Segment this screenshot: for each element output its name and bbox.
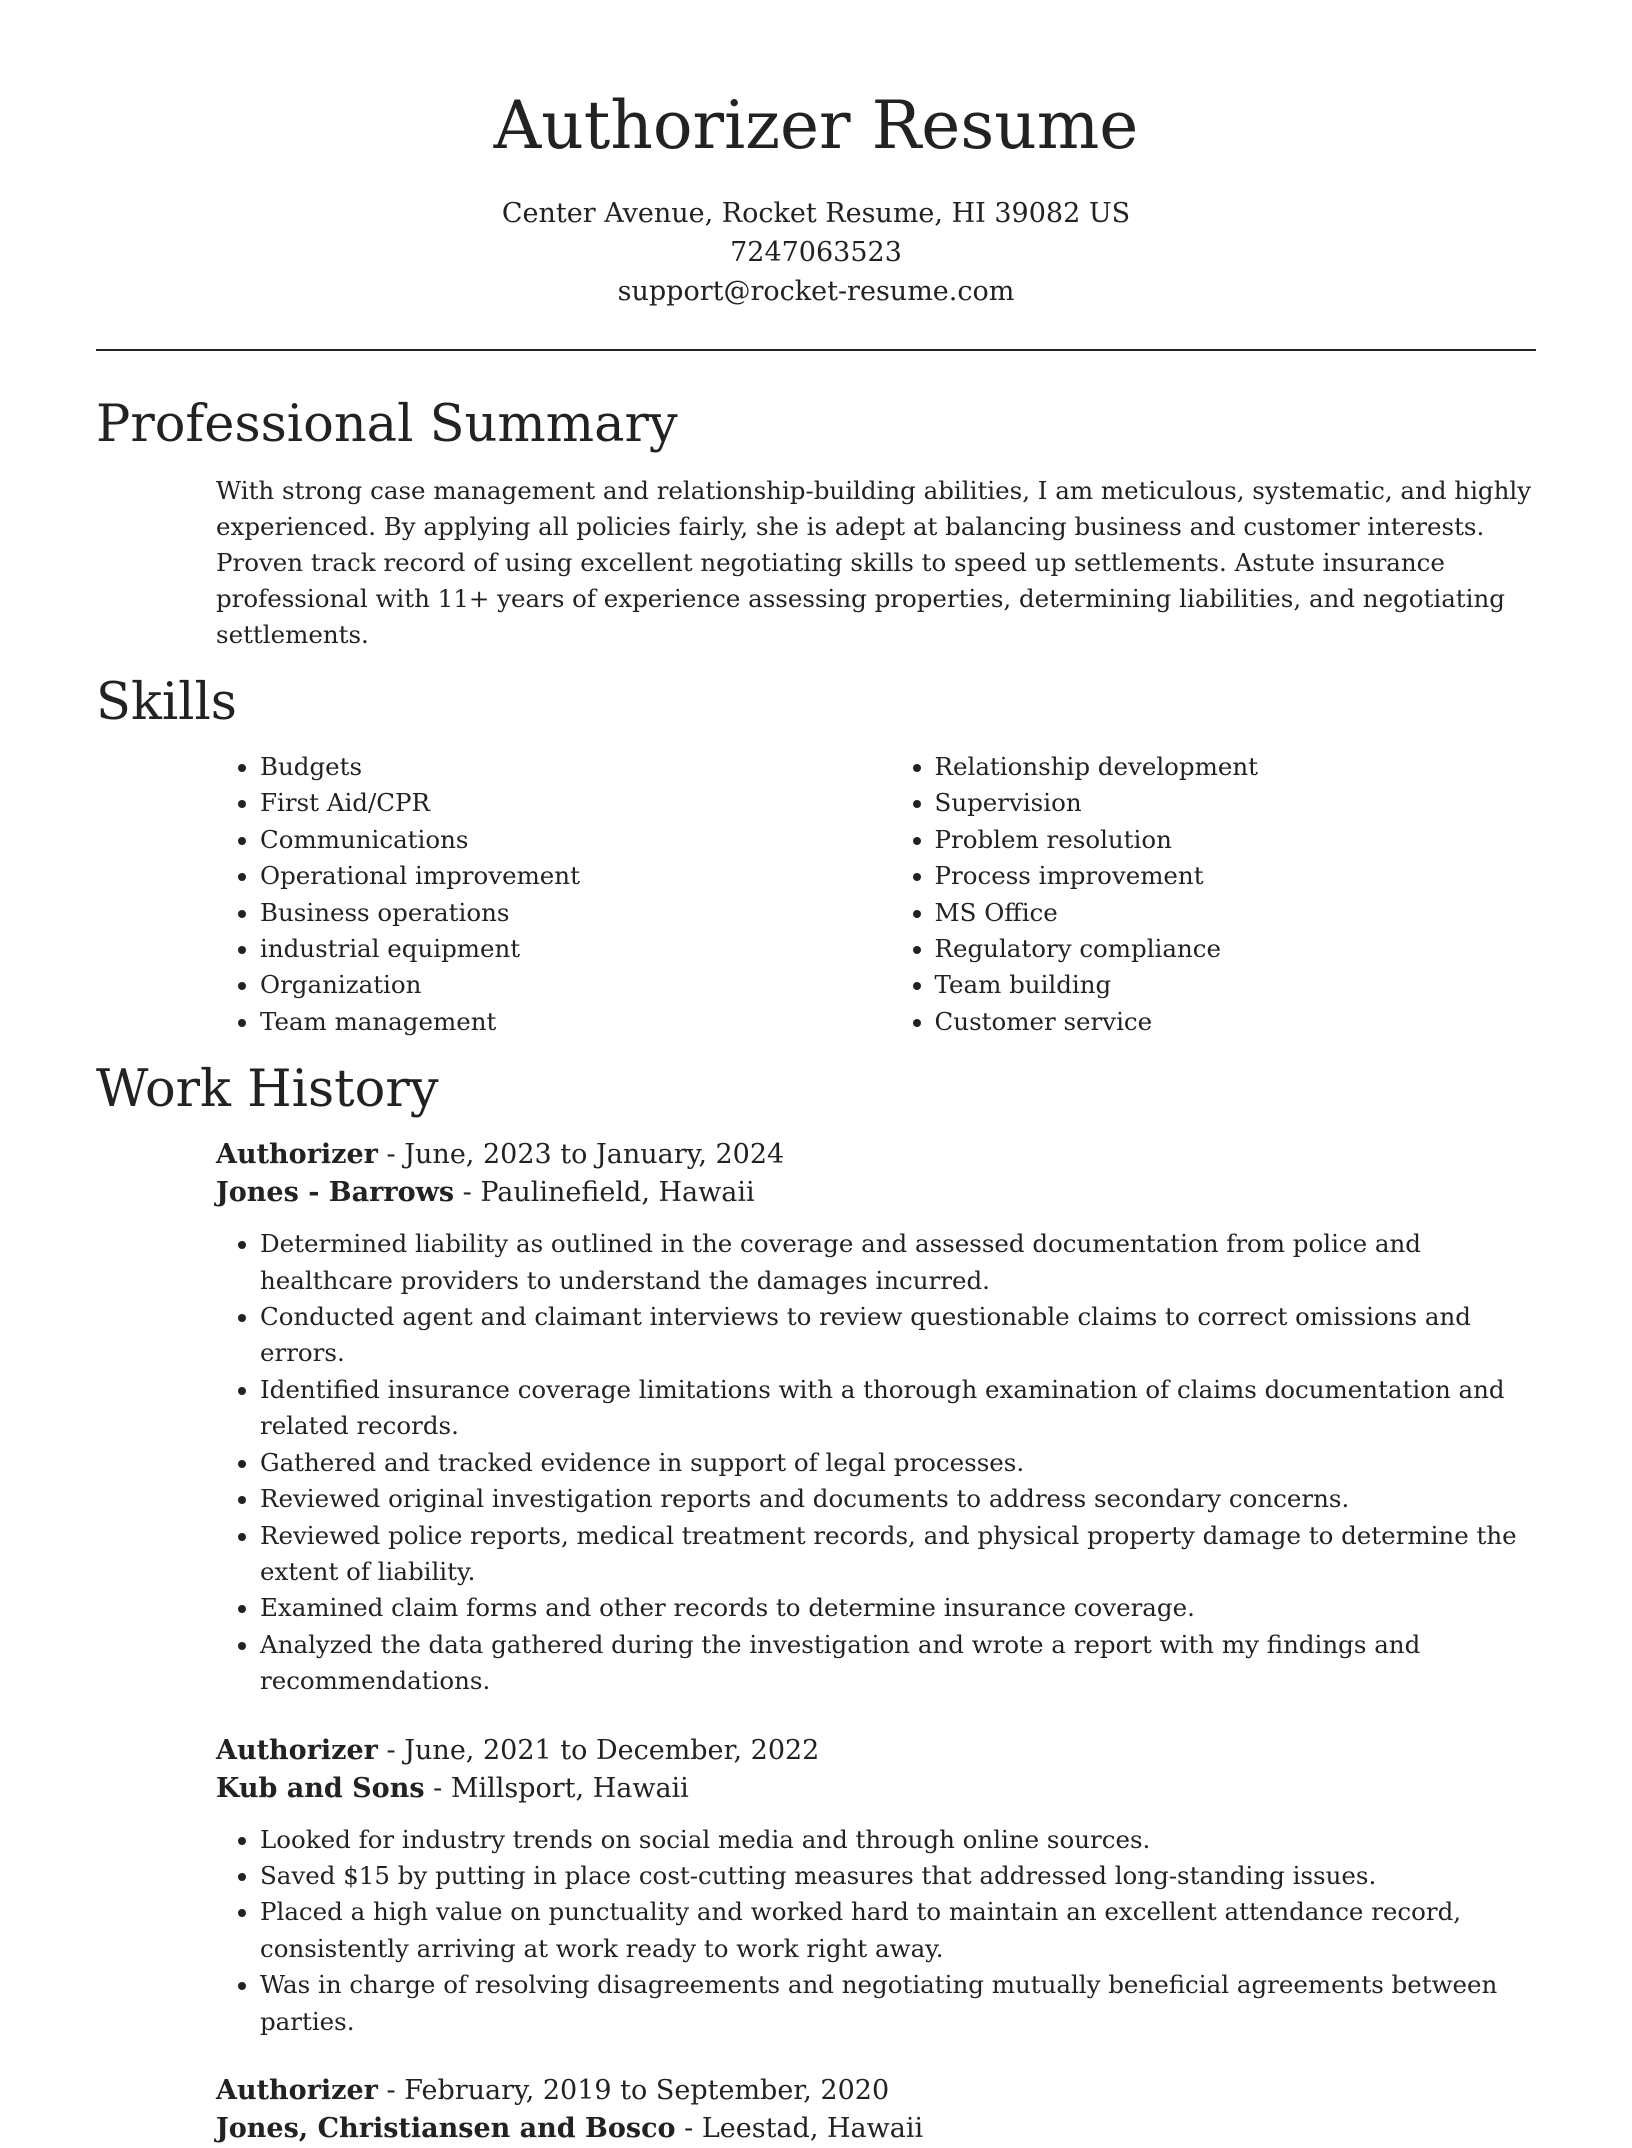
header-divider: [96, 349, 1536, 351]
skill-item: • industrial equipment: [260, 931, 891, 967]
job-title: Authorizer: [216, 1139, 378, 1171]
job-bullet: • Analyzed the data gathered during the investigation and wrote a report with my findings and recommendations.: [260, 1627, 1536, 1700]
job-entry: [216, 1136, 1536, 1699]
summary-text: With strong case management and relationship-building abilities, I am meticulous, systematic, and highly experienced. By applying all policies fairly, she is adept at balancing business and customer interests. Proven track record of using excellent negotiating skills to speed up settlements. Astute insurance professional with 11+ years of experience assessing properties, determining liabilities, and negotiating settlements.: [216, 476, 1532, 649]
job-entry: [216, 2072, 1536, 2148]
skill-item: • Team management: [260, 1004, 891, 1040]
professional-summary-section: [96, 395, 1536, 653]
job-bullets: [216, 1822, 1536, 2040]
skill-item: • Operational improvement: [260, 858, 891, 894]
job-company-line: Jones - Barrows - Paulinefield, Hawaii: [216, 1177, 755, 1209]
job-company-line: Kub and Sons - Millsport, Hawaii: [216, 1772, 689, 1804]
skill-item: • MS Office: [935, 895, 1536, 931]
job-bullet: • Gathered and tracked evidence in support of legal processes.: [260, 1445, 1536, 1481]
job-company: Kub and Sons: [216, 1772, 425, 1804]
skills-grid: [216, 749, 1536, 1040]
section-heading-summary: Professional Summary: [96, 395, 678, 454]
skill-item: • Relationship development: [935, 749, 1536, 785]
job-bullet: • Looked for industry trends on social media and through online sources.: [260, 1822, 1536, 1858]
job-bullet: • Reviewed police reports, medical treatment records, and physical property damage to determine the extent of liability.: [260, 1518, 1536, 1591]
skill-item: • Problem resolution: [935, 822, 1536, 858]
skill-item: • Regulatory compliance: [935, 931, 1536, 967]
skill-item: • Budgets: [260, 749, 891, 785]
section-heading-work-history: Work History: [96, 1060, 439, 1120]
skills-section: [96, 673, 1536, 1040]
skills-list-right: [891, 749, 1536, 1040]
job-bullet: • Was in charge of resolving disagreements and negotiating mutually beneficial agreements between parties.: [260, 1967, 1536, 2040]
job-title: Authorizer: [216, 2074, 378, 2106]
skill-item: • Communications: [260, 822, 891, 858]
contact-phone: 7247063523: [730, 237, 902, 268]
job-title-line: Authorizer - February, 2019 to September, 2020: [216, 2074, 890, 2106]
job-title-line: Authorizer - June, 2023 to January, 2024: [216, 1139, 785, 1171]
skill-item: • Process improvement: [935, 858, 1536, 894]
section-heading-skills: Skills: [96, 673, 237, 732]
skill-item: • Customer service: [935, 1004, 1536, 1040]
resume-header: [96, 0, 1536, 311]
job-bullet: • Examined claim forms and other records to determine insurance coverage.: [260, 1590, 1536, 1626]
job-bullet: • Saved $15 by putting in place cost-cutting measures that addressed long-standing issues.: [260, 1858, 1536, 1894]
job-bullet: • Conducted agent and claimant interviews to review questionable claims to correct omissions and errors.: [260, 1299, 1536, 1372]
work-history-section: [96, 1060, 1536, 2148]
job-title: Authorizer: [216, 1734, 378, 1766]
job-dates: February, 2019 to September, 2020: [404, 2074, 890, 2106]
skills-list-left: [216, 749, 891, 1040]
job-location: Leestad, Hawaii: [701, 2112, 924, 2144]
job-bullet: • Reviewed original investigation reports and documents to address secondary concerns.: [260, 1481, 1536, 1517]
job-location: Paulinefield, Hawaii: [480, 1177, 755, 1209]
contact-info: [96, 194, 1536, 311]
skill-item: • Team building: [935, 967, 1536, 1003]
job-location: Millsport, Hawaii: [450, 1772, 689, 1804]
skill-item: • Organization: [260, 967, 891, 1003]
skill-item: • Business operations: [260, 895, 891, 931]
job-company-line: Jones, Christiansen and Bosco - Leestad, Hawaii: [216, 2112, 924, 2144]
job-bullets: [216, 1226, 1536, 1699]
job-bullet: • Determined liability as outlined in the coverage and assessed documentation from police and healthcare providers to understand the damages incurred.: [260, 1226, 1536, 1299]
resume-page: [96, 0, 1536, 2148]
skill-item: • First Aid/CPR: [260, 785, 891, 821]
job-dates: June, 2023 to January, 2024: [404, 1139, 785, 1171]
contact-address: Center Avenue, Rocket Resume, HI 39082 US: [501, 198, 1131, 229]
job-company: Jones, Christiansen and Bosco: [216, 2112, 676, 2144]
skill-item: • Supervision: [935, 785, 1536, 821]
resume-title: Authorizer Resume: [493, 87, 1139, 164]
job-dates: June, 2021 to December, 2022: [404, 1734, 820, 1766]
contact-email: support@rocket-resume.com: [617, 276, 1015, 307]
job-entry: [216, 1732, 1536, 2040]
job-bullet: • Placed a high value on punctuality and worked hard to maintain an excellent attendance record, consistently arriving at work ready to work right away.: [260, 1894, 1536, 1967]
job-company: Jones - Barrows: [216, 1177, 455, 1209]
job-bullet: • Identified insurance coverage limitations with a thorough examination of claims documentation and related records.: [260, 1372, 1536, 1445]
job-title-line: Authorizer - June, 2021 to December, 2022: [216, 1734, 820, 1766]
